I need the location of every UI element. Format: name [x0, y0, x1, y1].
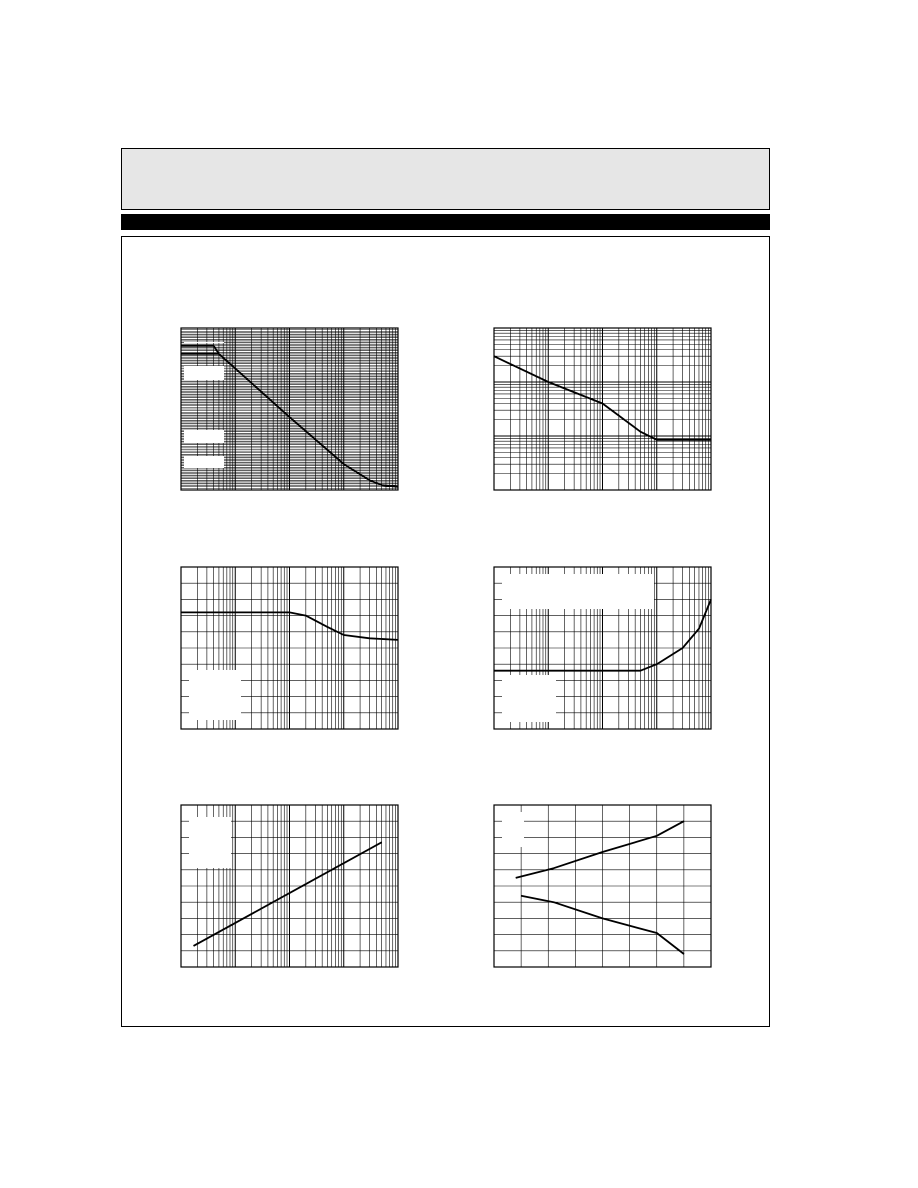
header-title-box	[121, 148, 770, 210]
label-area	[184, 366, 224, 380]
label-area	[184, 342, 224, 343]
chart-6	[494, 805, 711, 967]
grid	[494, 328, 711, 490]
chart-3	[181, 567, 398, 729]
series-line-1	[516, 821, 684, 878]
label-area	[184, 456, 224, 468]
label-area	[189, 670, 241, 720]
label-area	[502, 675, 556, 722]
grid	[494, 805, 711, 967]
label-area	[502, 574, 654, 609]
label-area	[184, 430, 224, 443]
label-area	[189, 817, 231, 868]
chart-2	[494, 328, 711, 490]
chart-4	[494, 567, 711, 729]
label-area	[502, 812, 524, 847]
chart-5	[181, 805, 398, 967]
chart-1	[181, 328, 398, 490]
section-bar	[121, 214, 770, 230]
